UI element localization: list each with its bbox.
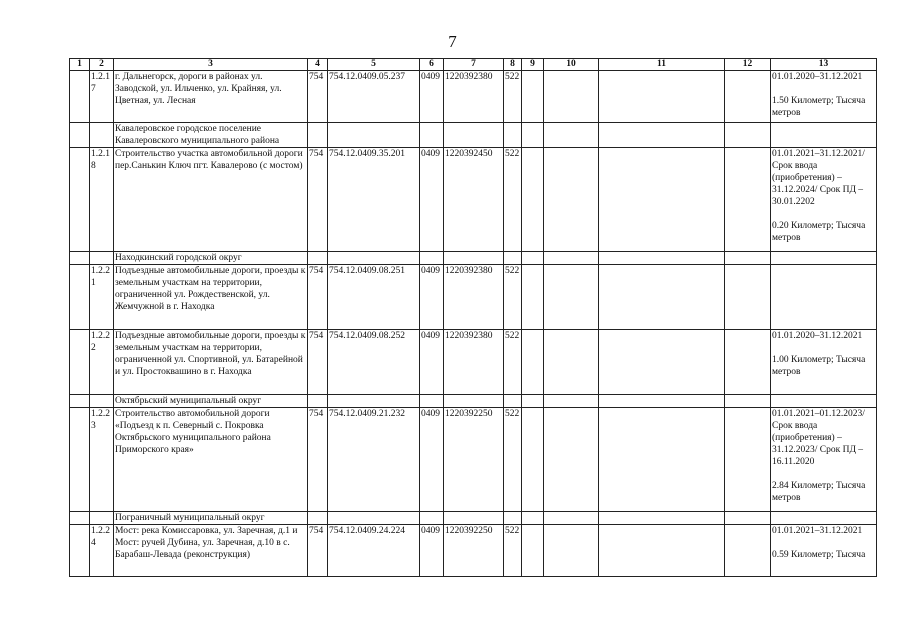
cell-col5: 754.12.0409.08.251 (328, 265, 420, 330)
cell-col12 (725, 408, 771, 512)
cell-col8: 522 (504, 408, 522, 512)
cell-object-name: Подъездные автомобильные дороги, проезды к земельным участкам на территории, ограниченной ул. Рождественской, ул. Жемчужной в г. Находка (114, 265, 308, 330)
cell-col1 (70, 71, 90, 123)
cell-col13 (771, 525, 877, 577)
cell-col5: 754.12.0409.24.224 (328, 525, 420, 577)
col-header: 11 (599, 59, 725, 71)
cell-col6: 0409 (420, 265, 444, 330)
cell-col10 (544, 265, 599, 330)
col-header: 13 (771, 59, 877, 71)
section-row (70, 252, 877, 265)
cell-col13 (771, 408, 877, 512)
cell-col7: 1220392250 (444, 408, 504, 512)
cell-col10 (544, 71, 599, 123)
cell-object-name: Строительство автомобильной дороги «Подъезд к п. Северный с. Покровка Октябрьского муниципального района Приморского края» (114, 408, 308, 512)
cell-period: 01.01.2020–31.12.2021 (772, 331, 863, 341)
cell-capacity: 0.59 Километр; Тысяча (772, 550, 866, 560)
cell-col4: 754 (308, 148, 328, 252)
section-row (70, 123, 877, 148)
table-row (70, 71, 877, 123)
cell-col13 (771, 330, 877, 395)
cell-col10 (544, 148, 599, 252)
cell-period: 01.01.2021–01.12.2023/ Срок ввода (приобретения) – 31.12.2023/ Срок ПД – 16.11.2020 (772, 409, 865, 467)
table-row (70, 525, 877, 577)
cell-col13 (771, 71, 877, 123)
cell-col1 (70, 265, 90, 330)
cell-col12 (725, 71, 771, 123)
cell-object-name: Подъездные автомобильные дороги, проезды к земельным участкам на территории, ограниченной ул. Спортивной, ул. Батарейной и ул. Простоквашино в г. Находка (114, 330, 308, 395)
section-title: Пограничный муниципальный округ (114, 512, 308, 525)
col-header: 1 (70, 59, 90, 71)
cell-col7: 1220392380 (444, 71, 504, 123)
cell-capacity: 1.00 Километр; Тысяча метров (772, 355, 866, 377)
cell-col8: 522 (504, 525, 522, 577)
col-header: 5 (328, 59, 420, 71)
cell-col11 (599, 71, 725, 123)
cell-col9 (522, 71, 544, 123)
cell-col9 (522, 265, 544, 330)
cell-item-number: 1.2.17 (90, 71, 114, 123)
col-header: 10 (544, 59, 599, 71)
cell-col13 (771, 148, 877, 252)
cell-col12 (725, 525, 771, 577)
col-header: 3 (114, 59, 308, 71)
section-row (70, 395, 877, 408)
cell-object-name: г. Дальнегорск, дороги в районах ул. Заводской, ул. Ильченко, ул. Крайняя, ул. Цветная, ул. Лесная (114, 71, 308, 123)
cell-col5: 754.12.0409.21.232 (328, 408, 420, 512)
cell-col10 (544, 330, 599, 395)
page-number: 7 (448, 32, 457, 51)
table-row (70, 265, 877, 330)
cell-col6: 0409 (420, 525, 444, 577)
col-header: 12 (725, 59, 771, 71)
cell-col4: 754 (308, 525, 328, 577)
header-row (70, 59, 877, 71)
table-row (70, 330, 877, 395)
section-title: Находкинский городской округ (114, 252, 308, 265)
cell-col12 (725, 148, 771, 252)
col-header: 6 (420, 59, 444, 71)
cell-col4: 754 (308, 265, 328, 330)
section-title: Октябрьский муниципальный округ (114, 395, 308, 408)
cell-item-number: 1.2.24 (90, 525, 114, 577)
cell-col8: 522 (504, 71, 522, 123)
cell-col12 (725, 330, 771, 395)
cell-capacity: 2.84 Километр; Тысяча метров (772, 481, 866, 503)
cell-item-number: 1.2.22 (90, 330, 114, 395)
cell-col9 (522, 330, 544, 395)
cell-col6: 0409 (420, 330, 444, 395)
cell-col11 (599, 525, 725, 577)
col-header: 9 (522, 59, 544, 71)
cell-col9 (522, 525, 544, 577)
cell-col7: 1220392450 (444, 148, 504, 252)
cell-col1 (70, 148, 90, 252)
cell-col8: 522 (504, 148, 522, 252)
cell-object-name: Мост: река Комиссаровка, ул. Заречная, д.1 и Мост: ручей Дубина, ул. Заречная, д.10 в с. Барабаш-Левада (реконструкция) (114, 525, 308, 577)
cell-capacity: 1.50 Километр; Тысяча метров (772, 96, 866, 118)
cell-col8: 522 (504, 330, 522, 395)
cell-col5: 754.12.0409.08.252 (328, 330, 420, 395)
col-header: 7 (444, 59, 504, 71)
section-title: Кавалеровское городское поселение Кавалеровского муниципального района (114, 123, 308, 148)
cell-col1 (70, 408, 90, 512)
cell-col11 (599, 148, 725, 252)
table-row (70, 408, 877, 512)
cell-col1 (70, 525, 90, 577)
cell-item-number: 1.2.21 (90, 265, 114, 330)
section-row (70, 512, 877, 525)
cell-col7: 1220392250 (444, 525, 504, 577)
cell-item-number: 1.2.18 (90, 148, 114, 252)
cell-col11 (599, 330, 725, 395)
cell-capacity: 0.20 Километр; Тысяча метров (772, 221, 866, 243)
cell-col9 (522, 148, 544, 252)
cell-col5: 754.12.0409.35.201 (328, 148, 420, 252)
cell-col6: 0409 (420, 408, 444, 512)
cell-col6: 0409 (420, 148, 444, 252)
cell-col4: 754 (308, 408, 328, 512)
col-header: 2 (90, 59, 114, 71)
cell-period: 01.01.2020–31.12.2021 (772, 72, 863, 82)
cell-col8: 522 (504, 265, 522, 330)
col-header: 4 (308, 59, 328, 71)
cell-col4: 754 (308, 71, 328, 123)
data-table (69, 58, 877, 577)
cell-col1 (70, 330, 90, 395)
cell-item-number: 1.2.23 (90, 408, 114, 512)
cell-col7: 1220392380 (444, 265, 504, 330)
cell-object-name: Строительство участка автомобильной дороги пер.Санькин Ключ пгт. Кавалерово (с мостом) (114, 148, 308, 252)
col-header: 8 (504, 59, 522, 71)
cell-period: 01.01.2021–31.12.2021/ Срок ввода (приобретения) – 31.12.2024/ Срок ПД – 30.01.2202 (772, 149, 865, 207)
cell-col11 (599, 265, 725, 330)
cell-period: 01.01.2021–31.12.2021 (772, 526, 863, 536)
cell-col7: 1220392380 (444, 330, 504, 395)
cell-col6: 0409 (420, 71, 444, 123)
cell-col12 (725, 265, 771, 330)
cell-col10 (544, 525, 599, 577)
cell-col5: 754.12.0409.05.237 (328, 71, 420, 123)
table-row (70, 148, 877, 252)
cell-col4: 754 (308, 330, 328, 395)
cell-col10 (544, 408, 599, 512)
cell-col13 (771, 265, 877, 330)
cell-col11 (599, 408, 725, 512)
cell-col9 (522, 408, 544, 512)
